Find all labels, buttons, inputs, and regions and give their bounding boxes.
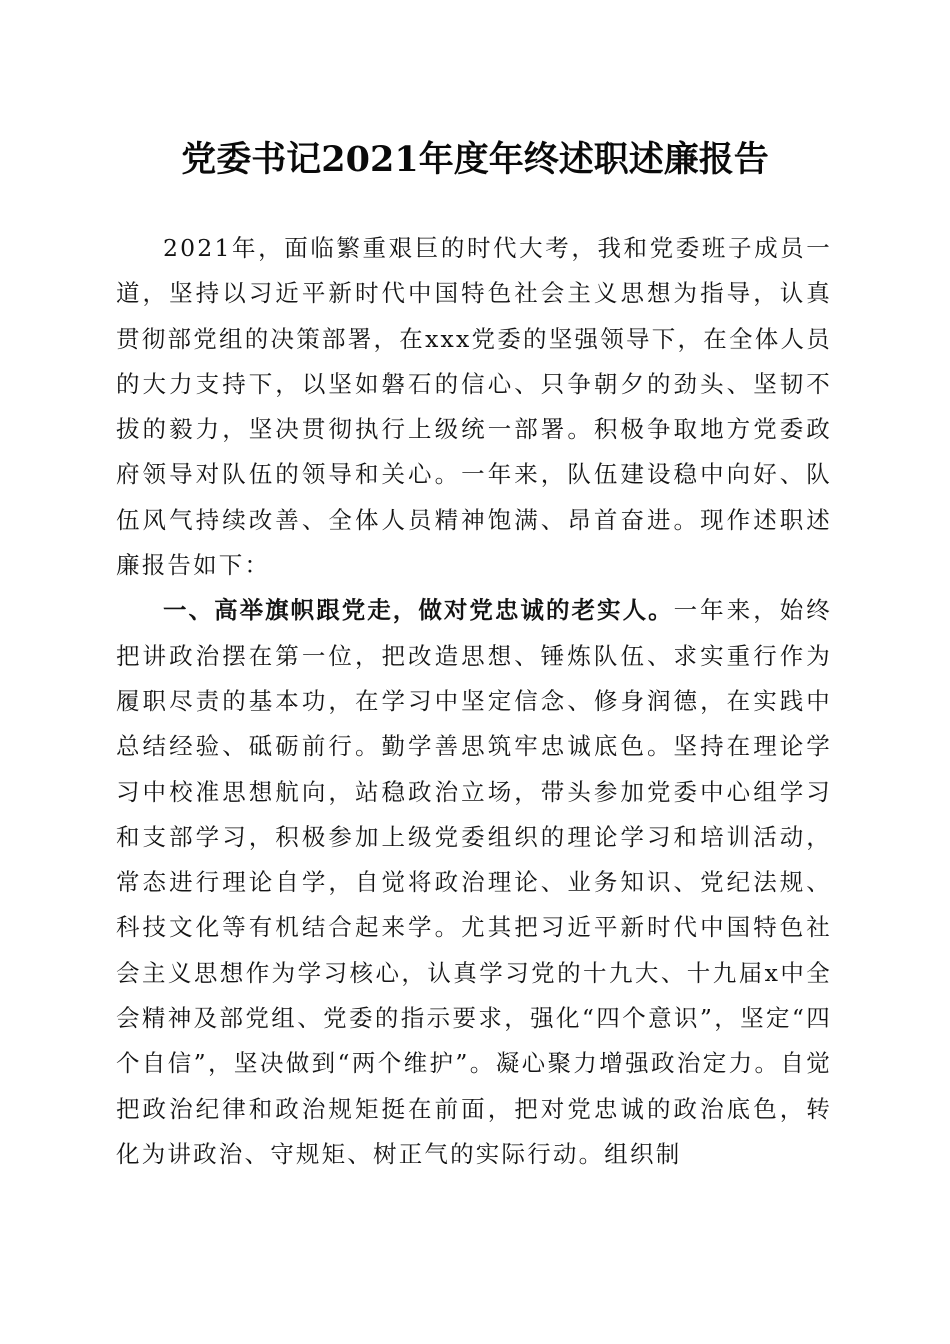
document-title: 党委书记2021年度年终述职述廉报告 [181,139,769,180]
section-1-heading: 一、高举旗帜跟党走，做对党忠诚的老实人。 [163,596,674,625]
section-1-text: 一年来，始终把讲政治摆在第一位，把改造思想、锤炼队伍、求实重行作为履职尽责的基本功，在学习中坚定信念、修身润德，在实践中总结经验、砥砺前行。勤学善思筑牢忠诚底色。坚持在理论学习中校准思想航向，站稳政治立场，带头参加党委中心组学习和支部学习，积极参加上级党委组织的理论学习和培训活动，常态进行理论自学，自觉将政治理论、业务知识、党纪法规、科技文化等有机结合起来学。尤其把习近平新时代中国特色社会主义思想作为学习核心，认真学习党的十九大、十九届x中全会精神及部党组、党委的指示要求，强化“四个意识”，坚定“四个自信”，坚决做到“两个维护”。凝心聚力增强政治定力。自觉把政治纪律和政治规矩挺在前面，把对党忠诚的政治底色，转化为讲政治、守规矩、树正气的实际行动。组织制 [116,596,833,1168]
document-body [116,226,832,1177]
intro-paragraph: 2021年，面临繁重艰巨的时代大考，我和党委班子成员一道，坚持以习近平新时代中国特色社会主义思想为指导，认真贯彻部党组的决策部署，在xxx党委的坚强领导下，在全体人员的大力支持下，以坚如磐石的信心、只争朝夕的劲头、坚韧不拔的毅力，坚决贯彻执行上级统一部署。积极争取地方党委政府领导对队伍的领导和关心。一年来，队伍建设稳中向好、队伍风气持续改善、全体人员精神饱满、昂首奋进。现作述职述廉报告如下： [116,234,832,580]
section-1-paragraph [116,588,832,1177]
